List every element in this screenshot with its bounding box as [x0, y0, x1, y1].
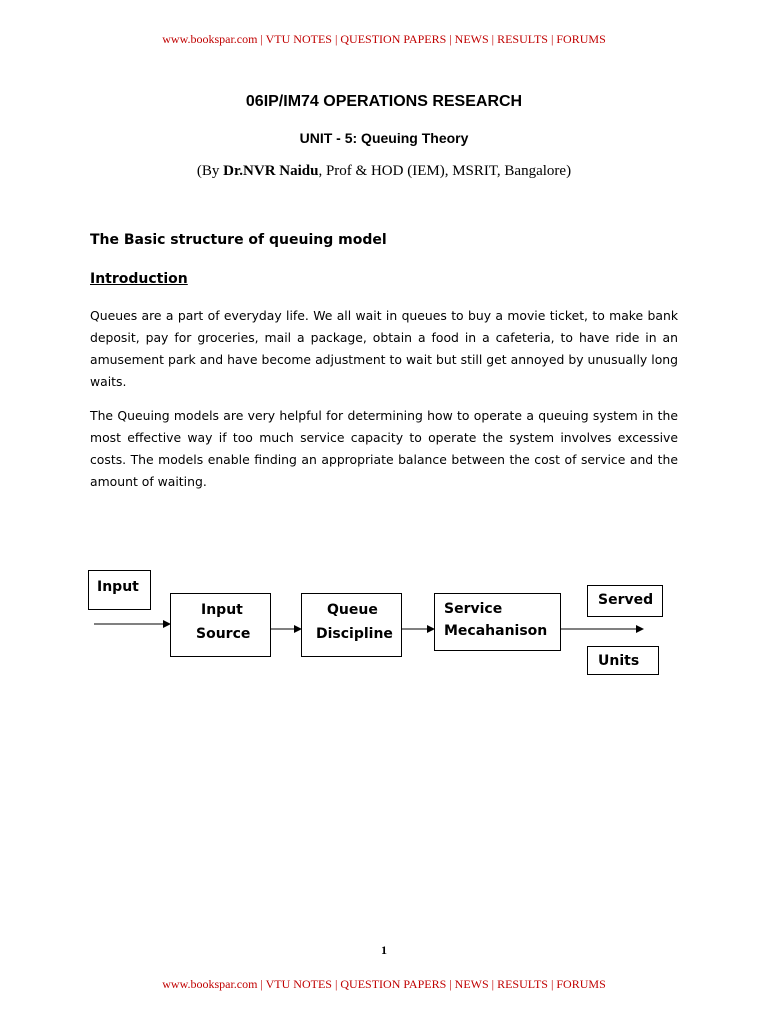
unit-title: UNIT - 5: Queuing Theory	[299, 130, 469, 146]
units-label: Units	[598, 653, 640, 669]
input-source-label-2: Source	[196, 626, 251, 642]
input-box	[88, 570, 151, 610]
paragraph-2: The Queuing models are very helpful for determining how to operate a queuing system in the most effective way if too much service capacity to operate the system involves excessive costs. The models enable finding an appropriate balance between the cost of service and the amount of waiting.	[90, 408, 678, 489]
queue-label-1: Queue	[327, 602, 378, 618]
intro-heading: Introduction	[90, 271, 188, 287]
units-box	[587, 646, 659, 675]
service-mechanism-box	[434, 593, 561, 651]
byline-prefix: (By	[196, 163, 224, 179]
queue-discipline-box	[301, 593, 402, 657]
input-label: Input	[97, 579, 139, 595]
page-number: 1	[381, 943, 387, 957]
service-label-2: Mecahanison	[444, 623, 548, 639]
served-box	[587, 585, 663, 617]
section-title: The Basic structure of queuing model	[90, 232, 387, 248]
served-label: Served	[598, 592, 654, 608]
byline-suffix: , Prof & HOD (IEM), MSRIT, Bangalore)	[318, 163, 572, 179]
queue-label-2: Discipline	[316, 626, 393, 642]
service-label-1: Service	[444, 601, 503, 617]
input-source-box	[170, 593, 271, 657]
author-name: Dr.NVR Naidu	[223, 163, 319, 179]
header-banner[interactable]: www.bookspar.com | VTU NOTES | QUESTION PAPERS | NEWS | RESULTS | FORUMS	[162, 32, 606, 46]
footer-banner[interactable]: www.bookspar.com | VTU NOTES | QUESTION PAPERS | NEWS | RESULTS | FORUMS	[162, 977, 606, 991]
paragraph-1: Queues are a part of everyday life. We all wait in queues to buy a movie ticket, to make bank deposit, pay for groceries, mail a package, obtain a food in a cafeteria, to have ride in an amusement park and have become adjustment to wait but still get annoyed by unusually long waits.	[90, 308, 678, 389]
course-title: 06IP/IM74 OPERATIONS RESEARCH	[245, 93, 523, 110]
input-source-label-1: Input	[201, 602, 243, 618]
